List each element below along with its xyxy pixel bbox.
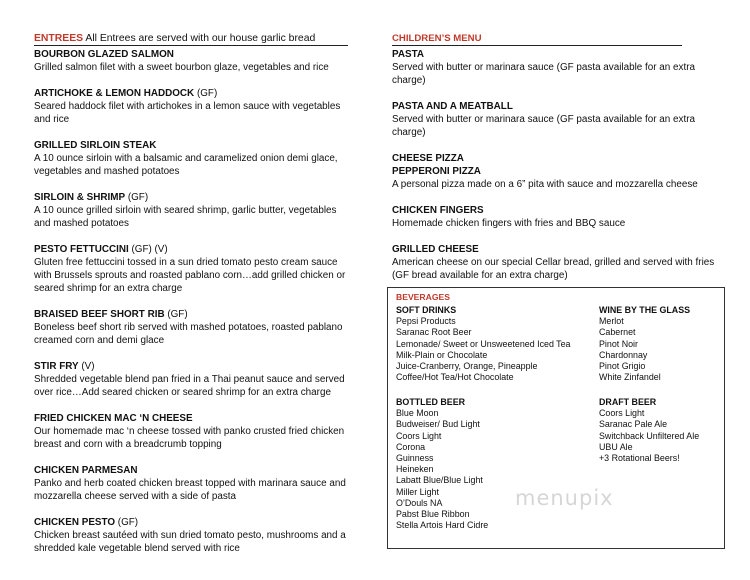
soft-drinks-section xyxy=(396,305,571,383)
bottled-beer-item: Heineken xyxy=(396,464,434,475)
bottled-beer-item: Guinness xyxy=(396,453,434,464)
entree-name xyxy=(34,48,354,61)
entrees-list xyxy=(34,48,354,555)
bottled-beer-item: Miller Light xyxy=(396,486,439,497)
children-item-description: American cheese on our special Cellar bread, grilled and served with fries (GF bread available for an extra charge) xyxy=(392,257,715,281)
soft-drink-item: Milk-Plain or Chocolate xyxy=(396,349,488,360)
entree-diet-tag: (GF) xyxy=(125,192,149,203)
entree-name-text: GRILLED SIRLOIN STEAK xyxy=(34,140,157,151)
entree-name xyxy=(34,87,354,100)
children-item-description: Homemade chicken fingers with fries and BBQ sauce xyxy=(392,218,626,229)
draft-beer-item: UBU Ale xyxy=(599,441,633,452)
entree-item xyxy=(34,412,354,451)
watermark: menupix xyxy=(515,486,614,510)
wine-item: Chardonnay xyxy=(599,349,648,360)
entrees-header xyxy=(34,32,354,45)
draft-beer-title: DRAFT BEER xyxy=(599,397,657,407)
children-item-description: Served with butter or marinara sauce (GF pasta available for an extra charge) xyxy=(392,114,695,138)
entree-description: Our homemade mac ‘n cheese tossed with panko crusted fried chicken breast and corn with a breadcrumb topping xyxy=(34,426,345,450)
entree-name xyxy=(34,464,354,477)
entree-name xyxy=(34,243,354,256)
entrees-subtitle: All Entrees are served with our house garlic bread xyxy=(83,33,316,44)
wine-section xyxy=(599,305,690,383)
entree-name-text: STIR FRY xyxy=(34,361,79,372)
entree-name xyxy=(34,308,354,321)
bottled-beer-item: Stella Artois Hard Cidre xyxy=(396,520,489,531)
entree-name xyxy=(34,412,354,425)
entree-item xyxy=(34,516,354,555)
entrees-title: ENTREES xyxy=(34,33,84,44)
entree-diet-tag: (GF) xyxy=(194,88,218,99)
bottled-beer-item: O’Douls NA xyxy=(396,497,443,508)
children-item xyxy=(392,100,722,139)
entree-name xyxy=(34,191,354,204)
entree-diet-tag: (V) xyxy=(78,361,95,372)
entree-item xyxy=(34,139,354,178)
entree-description: Seared haddock filet with artichokes in a lemon sauce with vegetables and rice xyxy=(34,101,341,125)
soft-drinks-list xyxy=(396,316,571,383)
wine-item: Pinot Grigio xyxy=(599,361,646,372)
draft-beer-list xyxy=(599,408,699,464)
entree-name-text: ARTICHOKE & LEMON HADDOCK xyxy=(34,88,195,99)
children-item-name: PASTA AND A MEATBALL xyxy=(392,101,513,112)
children-item xyxy=(392,48,722,87)
bottled-beer-item: Budweiser/ Bud Light xyxy=(396,419,480,430)
children-item-description: A personal pizza made on a 6” pita with sauce and mozzarella cheese xyxy=(392,179,698,190)
entree-name xyxy=(34,360,354,373)
entree-name-text: PESTO FETTUCCINI xyxy=(34,244,129,255)
entree-description: A 10 ounce grilled sirloin with seared shrimp, garlic butter, vegetables and mashed potatoes xyxy=(34,205,337,229)
children-item-description: Served with butter or marinara sauce (GF pasta available for an extra charge) xyxy=(392,62,695,86)
children-item xyxy=(392,152,722,191)
entree-name xyxy=(34,516,354,529)
soft-drink-item: Pepsi Products xyxy=(396,316,456,327)
wine-item: Merlot xyxy=(599,316,624,327)
children-item-name: PASTA xyxy=(392,49,424,60)
entree-name-text: CHICKEN PESTO xyxy=(34,517,116,528)
entrees-column xyxy=(34,32,354,568)
bottled-beer-title: BOTTLED BEER xyxy=(396,397,466,407)
bottled-beer-item: Blue Moon xyxy=(396,408,439,419)
entree-description: Gluten free fettuccini tossed in a sun dried tomato pesto cream sauce with Brussels sprouts and roasted pablano corn…add grilled chicken or seared shrimp for an extra charge xyxy=(34,257,346,294)
entree-item xyxy=(34,48,354,74)
draft-beer-item: Coors Light xyxy=(599,408,645,419)
bottled-beer-item: Pabst Blue Ribbon xyxy=(396,509,470,520)
entree-description: Boneless beef short rib served with mashed potatoes, roasted pablano creamed corn and demi glace xyxy=(34,322,343,346)
children-list xyxy=(392,48,722,282)
bottled-beer-item: Labatt Blue/Blue Light xyxy=(396,475,483,486)
entree-diet-tag: (GF) xyxy=(164,309,188,320)
bottled-beer-item: Corona xyxy=(396,441,426,452)
bottled-beer-section xyxy=(396,397,488,531)
entree-name-text: BRAISED BEEF SHORT RIB xyxy=(34,309,165,320)
entree-item xyxy=(34,360,354,399)
children-item-name: GRILLED CHEESE xyxy=(392,244,479,255)
entree-description: Grilled salmon filet with a sweet bourbon glaze, vegetables and rice xyxy=(34,62,329,73)
entree-name xyxy=(34,139,354,152)
wine-title: WINE BY THE GLASS xyxy=(599,305,691,315)
entree-item xyxy=(34,464,354,503)
entree-description: Chicken breast sautéed with sun dried tomato pesto, mushrooms and a shredded kale vegetable blend served with rice xyxy=(34,530,346,554)
entree-diet-tag: (GF) (V) xyxy=(128,244,168,255)
entree-item xyxy=(34,243,354,295)
wine-list xyxy=(599,316,690,383)
wine-item: White Zinfandel xyxy=(599,372,661,383)
entree-item xyxy=(34,308,354,347)
children-divider xyxy=(392,45,682,46)
draft-beer-section xyxy=(599,397,699,464)
soft-drink-item: Saranac Root Beer xyxy=(396,327,472,338)
children-item-name: PEPPERONI PIZZA xyxy=(392,166,481,177)
entree-item xyxy=(34,191,354,230)
entree-name-text: FRIED CHICKEN MAC ‘N CHEESE xyxy=(34,413,193,424)
wine-item: Pinot Noir xyxy=(599,338,638,349)
children-title: CHILDREN’S MENU xyxy=(392,33,482,44)
wine-item: Cabernet xyxy=(599,327,636,338)
beverages-title: BEVERAGES xyxy=(396,292,450,302)
soft-drinks-title: SOFT DRINKS xyxy=(396,305,457,315)
children-item-name: CHICKEN FINGERS xyxy=(392,205,484,216)
entree-description: Shredded vegetable blend pan fried in a Thai peanut sauce and served over rice…Add seared chicken or seared shrimp for an extra charge xyxy=(34,374,345,398)
entree-name-text: BOURBON GLAZED SALMON xyxy=(34,49,174,60)
children-item xyxy=(392,204,722,230)
soft-drink-item: Coffee/Hot Tea/Hot Chocolate xyxy=(396,372,514,383)
soft-drink-item: Lemonade/ Sweet or Unsweetened Iced Tea xyxy=(396,338,571,349)
draft-beer-item: Switchback Unfiltered Ale xyxy=(599,430,700,441)
entrees-divider xyxy=(34,45,348,46)
soft-drink-item: Juice-Cranberry, Orange, Pineapple xyxy=(396,361,538,372)
entree-name-text: SIRLOIN & SHRIMP xyxy=(34,192,126,203)
children-column xyxy=(392,32,722,295)
draft-beer-item: +3 Rotational Beers! xyxy=(599,453,680,464)
entree-description: A 10 ounce sirloin with a balsamic and caramelized onion demi glace, vegetables and mashed potatoes xyxy=(34,153,338,177)
bottled-beer-item: Coors Light xyxy=(396,430,442,441)
children-item xyxy=(392,243,722,282)
entree-diet-tag: (GF) xyxy=(115,517,139,528)
bottled-beer-list xyxy=(396,408,488,531)
entree-name-text: CHICKEN PARMESAN xyxy=(34,465,138,476)
entree-item xyxy=(34,87,354,126)
children-item-name: CHEESE PIZZA xyxy=(392,153,464,164)
entree-description: Panko and herb coated chicken breast topped with marinara sauce and mozzarella cheese served with a side of pasta xyxy=(34,478,346,502)
draft-beer-item: Saranac Pale Ale xyxy=(599,419,668,430)
